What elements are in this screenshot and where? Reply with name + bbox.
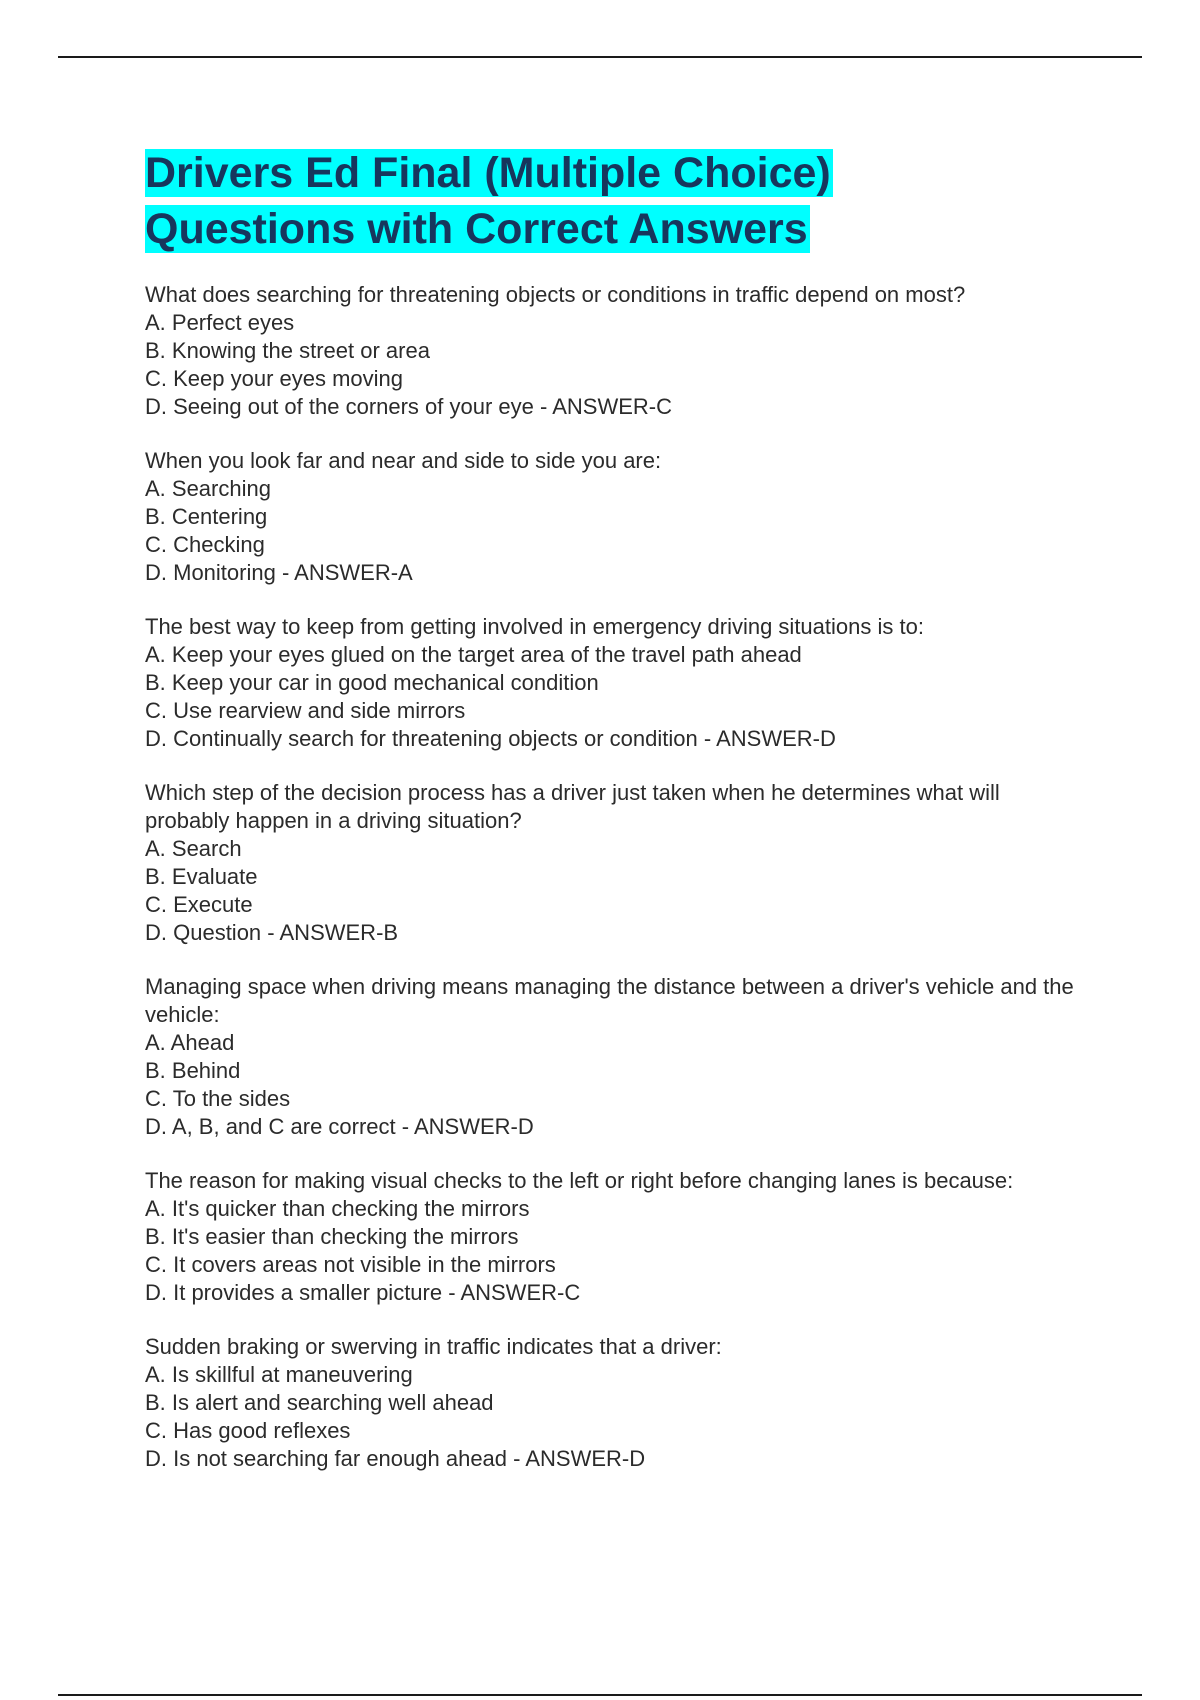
footer-rule (58, 1694, 1142, 1696)
answer-option: B. Centering (145, 504, 268, 529)
answer-option: D. A, B, and C are correct - ANSWER-D (145, 1114, 534, 1139)
title-line-1: Drivers Ed Final (Multiple Choice) (145, 149, 831, 197)
question-block (145, 779, 1085, 947)
answer-option: A. Ahead (145, 1030, 235, 1055)
answer-option: C. To the sides (145, 1086, 291, 1111)
answer-option: D. Monitoring - ANSWER-A (145, 560, 413, 585)
answer-option: C. Execute (145, 892, 253, 917)
page-title (145, 145, 1085, 257)
question-block (145, 613, 1085, 753)
answer-option: B. Is alert and searching well ahead (145, 1390, 494, 1415)
question-block (145, 1333, 1085, 1473)
answer-option: B. Behind (145, 1058, 241, 1083)
answer-option: C. Keep your eyes moving (145, 366, 404, 391)
answer-option: A. It's quicker than checking the mirrors (145, 1196, 530, 1221)
answer-option: A. Searching (145, 476, 271, 501)
question-text: Sudden braking or swerving in traffic indicates that a driver: (145, 1334, 722, 1359)
document-body (145, 145, 1085, 1499)
answer-option: A. Is skillful at maneuvering (145, 1362, 413, 1387)
answer-option: D. It provides a smaller picture - ANSWER-C (145, 1280, 581, 1305)
question-text: The best way to keep from getting involved in emergency driving situations is to: (145, 614, 924, 639)
answer-option: B. It's easier than checking the mirrors (145, 1224, 519, 1249)
answer-option: C. It covers areas not visible in the mirrors (145, 1252, 556, 1277)
answer-option: C. Has good reflexes (145, 1418, 351, 1443)
answer-option: D. Continually search for threatening objects or condition - ANSWER-D (145, 726, 836, 751)
answer-option: A. Search (145, 836, 242, 861)
answer-option: B. Evaluate (145, 864, 258, 889)
question-text: The reason for making visual checks to the left or right before changing lanes is because: (145, 1168, 1014, 1193)
question-block (145, 1167, 1085, 1307)
question-text: Managing space when driving means managing the distance between a driver's vehicle and the vehicle: (145, 974, 1074, 1027)
question-block (145, 973, 1085, 1141)
question-list (145, 281, 1085, 1473)
answer-option: D. Question - ANSWER-B (145, 920, 399, 945)
question-block (145, 281, 1085, 421)
answer-option: D. Seeing out of the corners of your eye - ANSWER-C (145, 394, 673, 419)
title-line-2: Questions with Correct Answers (145, 205, 808, 253)
question-text: Which step of the decision process has a driver just taken when he determines what will probably happen in a driving situation? (145, 780, 1000, 833)
answer-option: A. Keep your eyes glued on the target area of the travel path ahead (145, 642, 802, 667)
header-rule (58, 56, 1142, 58)
answer-option: D. Is not searching far enough ahead - ANSWER-D (145, 1446, 646, 1471)
answer-option: B. Knowing the street or area (145, 338, 430, 363)
question-block (145, 447, 1085, 587)
question-text: When you look far and near and side to side you are: (145, 448, 662, 473)
question-text: What does searching for threatening objects or conditions in traffic depend on most? (145, 282, 966, 307)
answer-option: A. Perfect eyes (145, 310, 295, 335)
answer-option: C. Use rearview and side mirrors (145, 698, 466, 723)
answer-option: B. Keep your car in good mechanical condition (145, 670, 599, 695)
answer-option: C. Checking (145, 532, 265, 557)
